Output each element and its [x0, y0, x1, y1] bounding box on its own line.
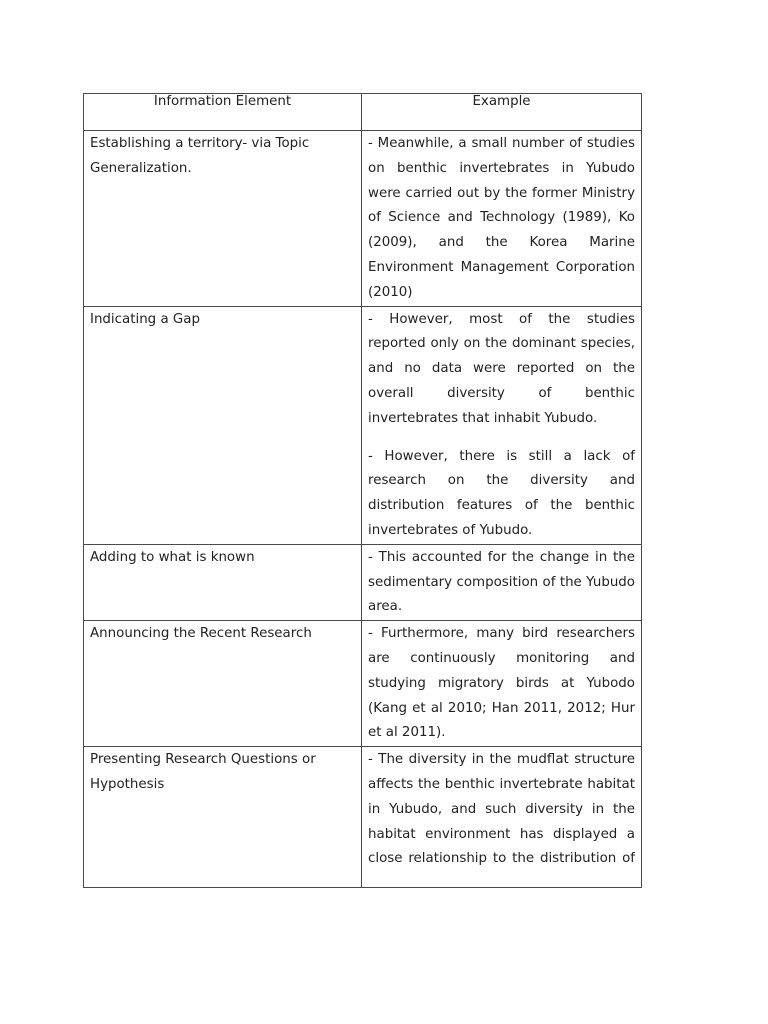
element-cell: Announcing the Recent Research: [84, 621, 362, 747]
element-cell: Indicating a Gap: [84, 306, 362, 544]
element-text: Presenting Research Questions or Hypothesis: [90, 752, 316, 792]
example-text: - The diversity in the mudflat structure affects the benthic invertebrate habitat in Yubudo, and such diversity in the habitat environment has displayed a close relationship to the distribution of: [368, 752, 635, 867]
information-element-table: [83, 93, 642, 888]
example-text: - However, most of the studies reported only on the dominant species, and no data were reported on the overall diversity of benthic invertebrates that inhabit Yubudo.: [368, 311, 635, 426]
example-text: - Furthermore, many bird researchers are continuously monitoring and studying migratory birds at Yubodo (Kang et al 2010; Han 2011, 2012; Hur et al 2011).: [368, 626, 635, 741]
element-cell: Establishing a territory- via Topic Generalization.: [84, 131, 362, 307]
element-cell: [84, 747, 362, 888]
table-row: [84, 306, 642, 544]
table-row: [84, 621, 642, 747]
example-clip: [368, 748, 635, 887]
example-cell: [362, 747, 642, 888]
example-text: - Meanwhile, a small number of studies on benthic invertebrates in Yubudo were carried out by the former Ministry of Science and Technology (1989), Ko (2009), and the Korea Marine Environment Management Corporation (2010): [368, 136, 635, 300]
example-cell: [362, 621, 642, 747]
example-text: - However, there is still a lack of research on the diversity and distribution features of the benthic invertebrates of Yubudo.: [368, 448, 635, 538]
example-cell: [362, 131, 642, 307]
example-text: - This accounted for the change in the sedimentary composition of the Yubudo area.: [368, 549, 635, 615]
table-header-row: [84, 94, 642, 131]
header-information-element: Information Element: [84, 94, 362, 131]
table-row: [84, 747, 642, 888]
example-cell: [362, 306, 642, 544]
table-row: [84, 544, 642, 620]
element-cell: Adding to what is known: [84, 544, 362, 620]
table-row: [84, 131, 642, 307]
example-cell: [362, 544, 642, 620]
header-example: Example: [362, 94, 642, 131]
